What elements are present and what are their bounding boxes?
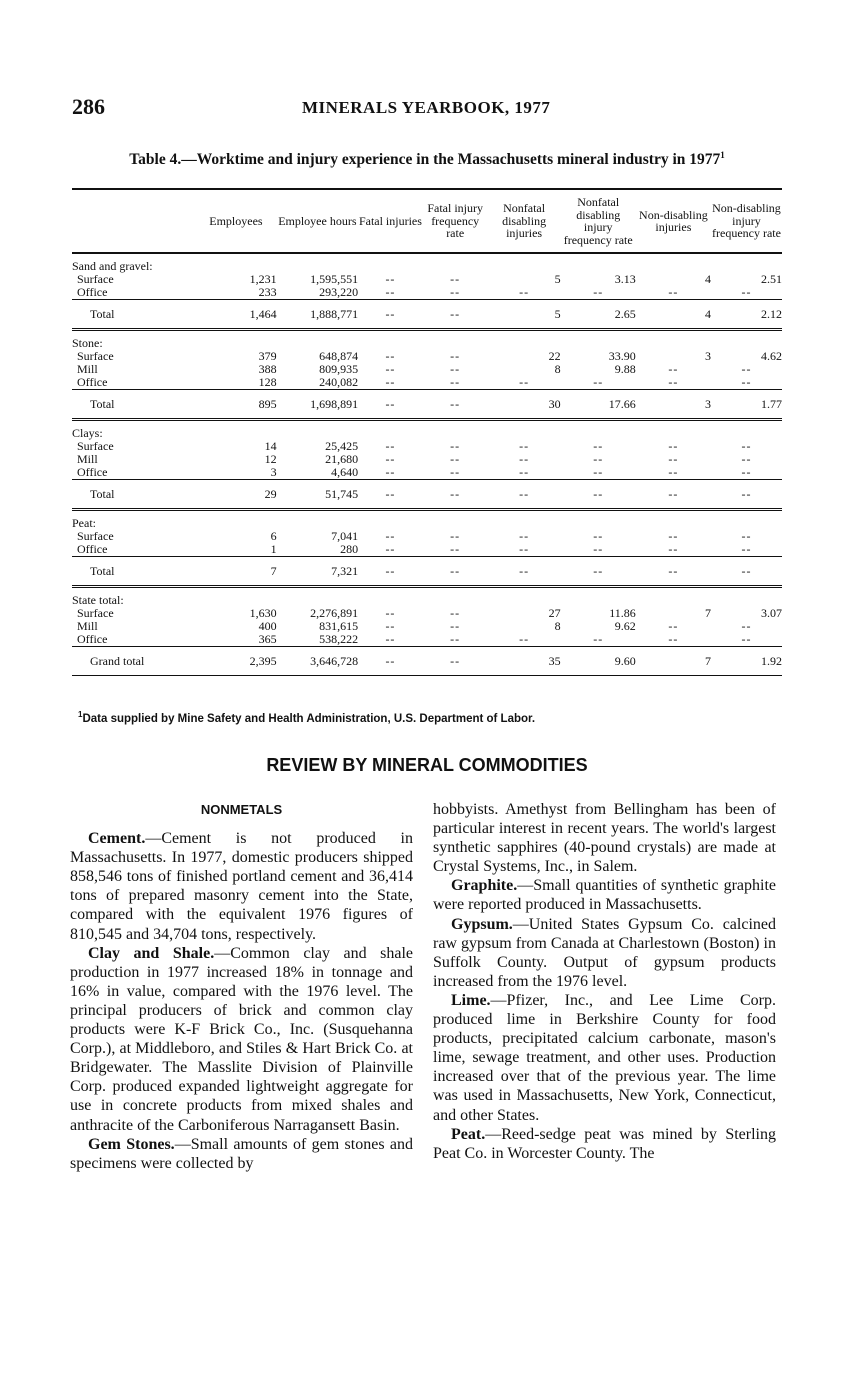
table-row <box>72 466 782 480</box>
table-row <box>72 376 782 390</box>
table-cell: -- <box>519 285 530 300</box>
table-cell: -- <box>668 619 679 634</box>
table-cell: 233 <box>258 285 277 300</box>
table-cell: -- <box>741 529 752 544</box>
paragraph: Cement.—Cement is not produced in Massachusetts. In 1977, domestic producers shipped 858,546 tons of finished portland cement and 36,414 tons of prepared masonry cement into the State, compared with the equivalent 1976 figures of 810,545 and 34,704 tons, respectively. <box>70 830 413 943</box>
paragraph-head: Cement. <box>88 830 146 848</box>
table-cell: 538,222 <box>319 632 359 647</box>
table-cell: 388 <box>258 362 277 377</box>
group-label: Stone: <box>72 336 103 351</box>
table-cell: 379 <box>258 349 277 364</box>
table-cell: -- <box>488 480 561 510</box>
table-cell: -- <box>488 557 561 587</box>
row-label: Mill <box>77 452 98 467</box>
table-cell: 809,935 <box>319 362 359 377</box>
row-label: Grand total <box>72 647 195 676</box>
paragraph-head: Gem Stones. <box>88 1135 175 1153</box>
table-cell: 240,082 <box>319 375 359 390</box>
table-cell: -- <box>385 452 396 467</box>
table-cell: -- <box>593 542 604 557</box>
table-cell: -- <box>668 529 679 544</box>
table-cell: -- <box>636 557 711 587</box>
table-cell: 2,395 <box>195 647 276 676</box>
column-header: Fatal injuries <box>358 213 422 228</box>
table-cell: -- <box>385 439 396 454</box>
table-cell: 7 <box>195 557 276 587</box>
paragraph: Clay and Shale.—Common clay and shale production in 1977 increased 18% in tonnage and 16% in value, compared with the 1976 level. The principal producers of brick and common clay products were K-F Brick Co., Inc. (Susquehanna Corp.), at Middleboro, and Stiles & Hart Brick Co. at Bridgewater. The Masslite Division of Plainville Corp. produced expanded lightweight aggregate for use in concrete products from mixed shales and anthracite of the Carboniferous Narragansett Basin. <box>70 944 414 1134</box>
table-footnote: $^1$Data supplied by Mine Safety and Health Administration, U.S. Department of Labor. <box>78 710 536 725</box>
table-cell: -- <box>450 439 461 454</box>
table-cell: -- <box>741 285 752 300</box>
right-column <box>433 800 776 1163</box>
total-row <box>72 390 782 420</box>
row-label: Surface <box>77 606 114 621</box>
paragraph-head: Gypsum. <box>451 915 513 933</box>
injury-table <box>72 188 782 676</box>
table-cell: 280 <box>340 542 359 557</box>
table-cell: -- <box>741 362 752 377</box>
table-cell: -- <box>385 349 396 364</box>
table-cell: 51,745 <box>277 480 358 510</box>
table-cell: 7 <box>636 647 711 676</box>
table-cell: -- <box>423 390 488 420</box>
table-cell: 5 <box>554 272 561 287</box>
table-row <box>72 350 782 363</box>
table-cell: -- <box>561 480 636 510</box>
table-row <box>72 620 782 633</box>
table-cell: -- <box>385 272 396 287</box>
left-column <box>70 800 413 1173</box>
table-cell: -- <box>423 480 488 510</box>
table-cell: 9.62 <box>614 619 636 634</box>
column-header: Fatal injury frequency rate <box>427 201 484 241</box>
table-cell: 3,646,728 <box>277 647 358 676</box>
table-cell: 1 <box>270 542 277 557</box>
paragraph: Graphite.—Small quantities of synthetic graphite were reported produced in Massachusetts. <box>433 877 776 914</box>
table-row <box>72 530 782 543</box>
table-cell: -- <box>385 542 396 557</box>
table-cell: -- <box>668 542 679 557</box>
table-cell: -- <box>668 375 679 390</box>
table-cell: -- <box>668 362 679 377</box>
stub-header <box>72 189 195 253</box>
table-cell: 14 <box>264 439 277 454</box>
section-title: REVIEW BY MINERAL COMMODITIES <box>266 755 588 775</box>
paragraph: Gem Stones.—Small amounts of gem stones and specimens were collected by <box>70 1135 414 1172</box>
table-cell: -- <box>711 557 782 587</box>
table-cell: 2.65 <box>561 300 636 330</box>
table-cell: 648,874 <box>319 349 359 364</box>
table-cell: 365 <box>258 632 277 647</box>
column-header: Nonfatal disabling injury frequency rate <box>563 195 633 247</box>
table-cell: 22 <box>548 349 561 364</box>
paragraph: Gypsum.—United States Gypsum Co. calcined raw gypsum from Canada at Charlestown (Boston) in Suffolk County. Output of gypsum products increased from the 1976 level. <box>433 915 776 990</box>
table-cell: 293,220 <box>319 285 359 300</box>
row-label: Total <box>72 390 195 420</box>
table-caption: Table 4.—Worktime and injury experience in the Massachusetts mineral industry in 1977$^1$ <box>129 150 725 169</box>
table-cell: -- <box>519 529 530 544</box>
paragraph: Lime.—Pfizer, Inc., and Lee Lime Corp. produced lime in Berkshire County for food products, precipitated calcium carbonate, mason's lime, sewage treatment, and other uses. Production increased over that of the previous year. The lime was used in Massachusetts, New York, Connecticut, and other States. <box>433 991 776 1124</box>
table-cell: -- <box>385 465 396 480</box>
table-cell: 5 <box>488 300 561 330</box>
table-cell: -- <box>519 542 530 557</box>
table-cell: -- <box>450 272 461 287</box>
table-cell: 17.66 <box>561 390 636 420</box>
table-row <box>72 440 782 453</box>
table-cell: -- <box>519 452 530 467</box>
table-row <box>72 363 782 376</box>
table-cell: -- <box>593 285 604 300</box>
table-cell: -- <box>358 390 423 420</box>
table-cell: 11.86 <box>609 606 636 621</box>
row-label: Total <box>72 557 195 587</box>
table-cell: 3 <box>636 390 711 420</box>
group-label: State total: <box>72 593 124 608</box>
table-cell: 12 <box>264 452 277 467</box>
table-row <box>72 286 782 300</box>
total-row <box>72 480 782 510</box>
table-cell: 128 <box>258 375 277 390</box>
table-cell: -- <box>385 529 396 544</box>
subsection-title: NONMETALS <box>200 802 283 817</box>
table-cell: -- <box>385 375 396 390</box>
row-label: Office <box>77 375 108 390</box>
table-cell: 3 <box>704 349 711 364</box>
table-cell: 1.92 <box>711 647 782 676</box>
table-cell: 2.51 <box>761 272 782 287</box>
table-cell: -- <box>385 632 396 647</box>
table-cell: 1,630 <box>249 606 277 621</box>
table-cell: 4.62 <box>761 349 782 364</box>
table-cell: -- <box>423 300 488 330</box>
table-cell: -- <box>450 349 461 364</box>
table-cell: -- <box>668 285 679 300</box>
table-cell: 400 <box>258 619 277 634</box>
column-header: Nonfatal disabling injuries <box>502 201 547 241</box>
table-cell: 3.13 <box>614 272 636 287</box>
table-cell: -- <box>450 452 461 467</box>
paragraph-head: Graphite. <box>451 877 518 895</box>
row-label: Office <box>77 542 108 557</box>
table-row <box>72 607 782 620</box>
table-cell: -- <box>741 619 752 634</box>
column-header: Employees <box>209 213 263 228</box>
table-cell: -- <box>519 439 530 454</box>
table-cell: -- <box>593 529 604 544</box>
group-header-row <box>72 587 782 608</box>
paragraph-continuation: hobbyists. Amethyst from Bellingham has been of particular interest in recent years. The world's largest synthetic sapphires (40-pound crystals) are made at Crystal Systems, Inc., in Salem. <box>433 801 776 876</box>
table-cell: 29 <box>195 480 276 510</box>
table-cell: 2,276,891 <box>310 606 359 621</box>
table-cell: -- <box>741 542 752 557</box>
table-cell: 1,595,551 <box>310 272 359 287</box>
table-cell: -- <box>450 529 461 544</box>
table-cell: 7,041 <box>331 529 359 544</box>
column-header: Employee hours <box>278 213 357 228</box>
table-cell: 9.60 <box>561 647 636 676</box>
group-label: Clays: <box>72 426 103 441</box>
paragraph-head: Clay and Shale. <box>88 944 215 962</box>
row-label: Office <box>77 465 108 480</box>
table-cell: -- <box>450 619 461 634</box>
table-cell: 7 <box>704 606 711 621</box>
table-cell: -- <box>741 632 752 647</box>
table-cell: 7,321 <box>277 557 358 587</box>
table-cell: 1.77 <box>711 390 782 420</box>
table-cell: -- <box>741 465 752 480</box>
table-cell: 1,888,771 <box>277 300 358 330</box>
table-cell: -- <box>358 647 423 676</box>
group-header-row <box>72 253 782 273</box>
table-row <box>72 543 782 557</box>
table-cell: -- <box>593 465 604 480</box>
table-cell: 35 <box>488 647 561 676</box>
table-row <box>72 453 782 466</box>
table-cell: -- <box>741 439 752 454</box>
table-cell: -- <box>385 362 396 377</box>
table-body <box>72 253 782 676</box>
table-cell: 895 <box>195 390 276 420</box>
group-label: Peat: <box>72 516 96 531</box>
table-cell: -- <box>423 647 488 676</box>
table-cell: -- <box>450 375 461 390</box>
table-cell: -- <box>711 480 782 510</box>
table-cell: -- <box>668 465 679 480</box>
table-cell: -- <box>593 375 604 390</box>
table-header-row <box>72 189 782 253</box>
table-cell: 8 <box>554 362 561 377</box>
table-cell: 21,680 <box>325 452 359 467</box>
table-cell: -- <box>668 632 679 647</box>
group-label: Sand and gravel: <box>72 259 153 274</box>
table-cell: -- <box>450 465 461 480</box>
table-cell: 2.12 <box>711 300 782 330</box>
column-header: Non-disabling injury frequency rate <box>712 201 781 241</box>
paragraph: Peat.—Reed-sedge peat was mined by Sterling Peat Co. in Worcester County. The <box>433 1125 776 1162</box>
table-cell: -- <box>593 632 604 647</box>
table-cell: 4 <box>704 272 711 287</box>
table-cell: -- <box>385 606 396 621</box>
page-header <box>72 94 782 122</box>
table-cell: 3 <box>270 465 277 480</box>
table-cell: -- <box>450 632 461 647</box>
table-row <box>72 273 782 286</box>
row-label: Total <box>72 480 195 510</box>
table-cell: 9.88 <box>614 362 636 377</box>
page-number: 286 <box>72 94 105 119</box>
row-label: Surface <box>77 349 114 364</box>
row-label: Total <box>72 300 195 330</box>
footnote-mark: 1 <box>78 710 83 719</box>
table-cell: 27 <box>548 606 561 621</box>
row-label: Surface <box>77 529 114 544</box>
table-cell: -- <box>636 480 711 510</box>
table-cell: -- <box>593 452 604 467</box>
table-cell: 4,640 <box>331 465 359 480</box>
table-cell: -- <box>741 452 752 467</box>
table-cell: -- <box>741 375 752 390</box>
table-cell: 1,698,891 <box>277 390 358 420</box>
total-row <box>72 647 782 676</box>
total-row <box>72 557 782 587</box>
table-cell: -- <box>519 632 530 647</box>
table-cell: -- <box>450 285 461 300</box>
table-cell: -- <box>668 439 679 454</box>
group-header-row <box>72 330 782 351</box>
table-cell: 831,615 <box>319 619 359 634</box>
paragraph-head: Lime. <box>451 991 491 1009</box>
group-header-row <box>72 420 782 441</box>
table-cell: -- <box>450 362 461 377</box>
table-cell: -- <box>561 557 636 587</box>
table-cell: 4 <box>636 300 711 330</box>
paragraph-head: Peat. <box>451 1125 486 1143</box>
table-cell: -- <box>519 375 530 390</box>
table-cell: 1,464 <box>195 300 276 330</box>
table-cell: 1,231 <box>249 272 277 287</box>
table-cell: 33.90 <box>608 349 636 364</box>
row-label: Mill <box>77 362 98 377</box>
group-header-row <box>72 510 782 531</box>
table-cell: 3.07 <box>761 606 782 621</box>
table-cell: 30 <box>488 390 561 420</box>
column-header: Non-disabling injuries <box>639 207 708 234</box>
table-row <box>72 633 782 647</box>
table-cell: -- <box>450 542 461 557</box>
table-cell: -- <box>358 300 423 330</box>
table-cell: -- <box>450 606 461 621</box>
table-cell: -- <box>593 439 604 454</box>
caption-footnote-mark: 1 <box>720 150 725 160</box>
row-label: Surface <box>77 439 114 454</box>
table-cell: -- <box>385 285 396 300</box>
row-label: Surface <box>77 272 114 287</box>
row-label: Office <box>77 632 108 647</box>
table-cell: -- <box>358 480 423 510</box>
table-cell: -- <box>423 557 488 587</box>
table-cell: -- <box>358 557 423 587</box>
running-title: MINERALS YEARBOOK, 1977 <box>302 98 551 117</box>
table-cell: 8 <box>554 619 561 634</box>
row-label: Office <box>77 285 108 300</box>
row-label: Mill <box>77 619 98 634</box>
table-cell: -- <box>668 452 679 467</box>
total-row <box>72 300 782 330</box>
table-cell: -- <box>519 465 530 480</box>
table-cell: 6 <box>270 529 277 544</box>
table-cell: -- <box>385 619 396 634</box>
table-cell: 25,425 <box>325 439 359 454</box>
